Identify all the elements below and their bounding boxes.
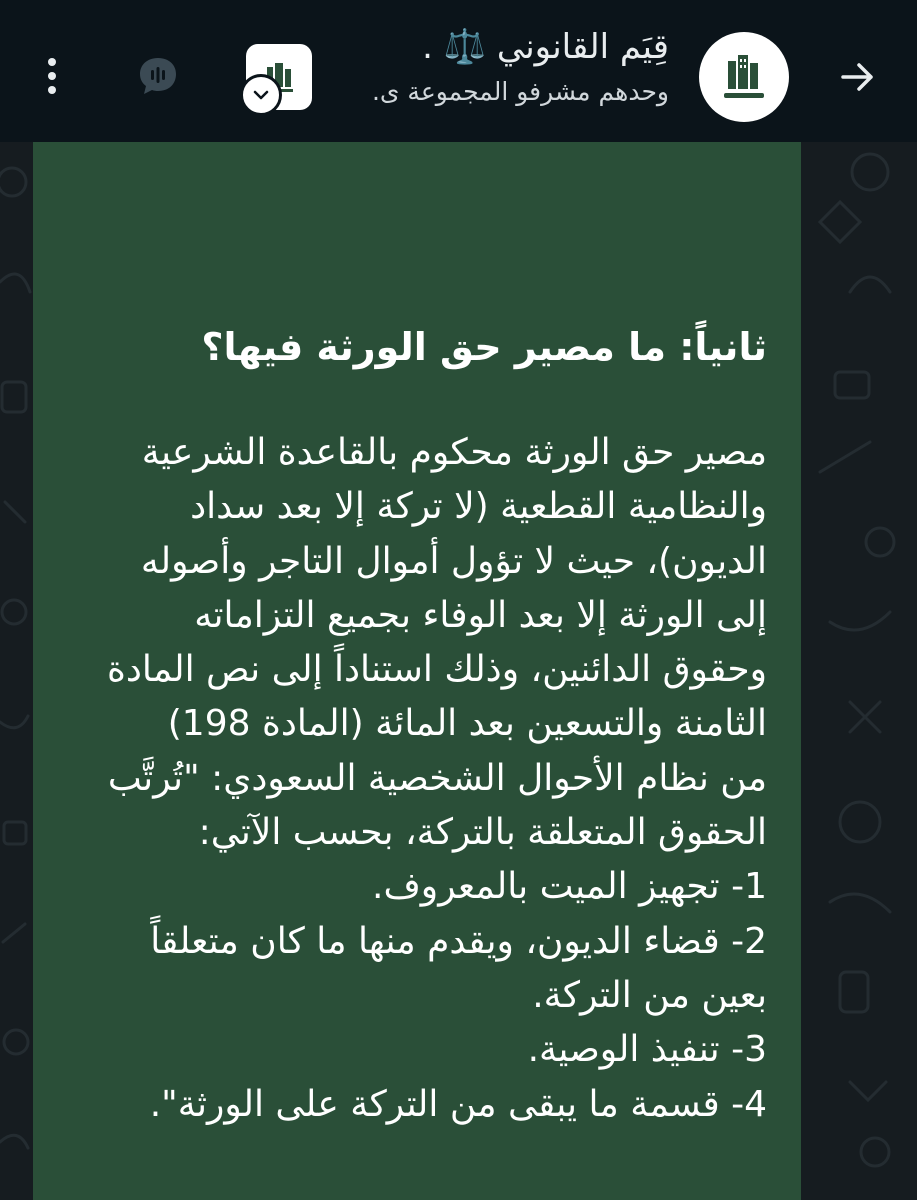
chat-header xyxy=(0,0,917,142)
body-line: الحقوق المتعلقة بالتركة، بحسب الآتي: xyxy=(198,812,767,854)
more-vertical-icon[interactable] xyxy=(40,52,64,100)
community-switch-badge[interactable] xyxy=(240,74,282,116)
body-line: الثامنة والتسعين بعد المائة (المادة 198) xyxy=(167,703,767,745)
body-line: 4- قسمة ما يبقى من التركة على الورثة". xyxy=(149,1083,767,1125)
group-title: قِيَم القانوني ⚖️ . xyxy=(422,27,669,67)
chevron-down-icon xyxy=(251,85,271,105)
body-line: 1- تجهيز الميت بالمعروف. xyxy=(372,866,767,908)
body-line: الديون)، حيث لا تؤول أموال التاجر وأصوله xyxy=(140,540,767,582)
body-line: بعين من التركة. xyxy=(532,974,767,1016)
body-line: من نظام الأحوال الشخصية السعودي: "تُرتَّب xyxy=(107,757,767,799)
group-subtitle: وحدهم مشرفو المجموعة ى. xyxy=(371,77,669,106)
message-heading: ثانياً: ما مصير حق الورثة فيها؟ xyxy=(201,325,767,369)
voice-chat-icon[interactable] xyxy=(134,52,182,100)
message-body xyxy=(57,426,767,1132)
body-line: إلى الورثة إلا بعد الوفاء بجميع التزاماته xyxy=(194,594,767,636)
body-line: والنظامية القطعية (لا تركة إلا بعد سداد xyxy=(190,486,767,528)
group-logo-icon xyxy=(714,47,774,107)
body-line: مصير حق الورثة محكوم بالقاعدة الشرعية xyxy=(141,432,767,473)
message-image[interactable] xyxy=(33,142,801,1200)
body-line: 3- تنفيذ الوصية. xyxy=(527,1029,767,1071)
body-line: وحقوق الدائنين، وذلك استناداً إلى نص المادة xyxy=(106,649,767,691)
arrow-right-icon[interactable] xyxy=(837,56,879,98)
group-avatar[interactable] xyxy=(699,32,789,122)
chat-area[interactable] xyxy=(0,142,917,1200)
chat-title-block[interactable] xyxy=(309,24,669,110)
body-line: 2- قضاء الديون، ويقدم منها ما كان متعلقاً xyxy=(150,920,767,962)
